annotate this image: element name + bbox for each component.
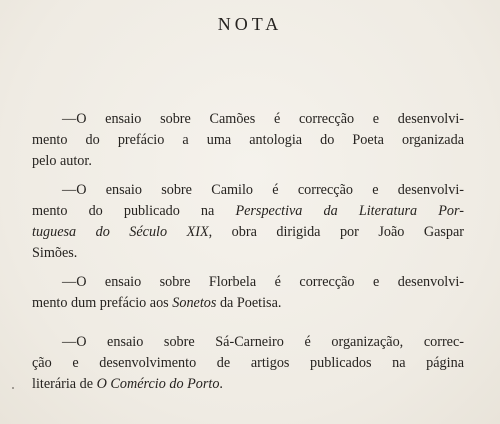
paragraph-sa-carneiro [32,332,464,395]
text-line: mento do prefácio a uma antologia do Poeta organizada [32,132,464,148]
book-title-italic: Sonetos [172,295,217,311]
newspaper-title-italic: O Comércio do Porto [96,376,220,392]
text-line: literária de O Comércio do Porto. [32,376,223,392]
text-line: —O ensaio sobre Florbela é correcção e desenvolvi- [62,274,464,290]
paragraph-florbela [32,272,464,314]
book-title-italic: Perspectiva da Literatura Por- [235,203,464,219]
text-line: tuguesa do Século XIX, obra dirigida por João Gaspar [32,224,465,240]
text-line: ção e desenvolvimento de artigos publicados na página [32,355,464,371]
text-line: —O ensaio sobre Sá-Carneiro é organização, correc- [62,334,464,350]
text-line: —O ensaio sobre Camilo é correcção e desenvolvi- [62,182,464,198]
text-line: mento dum prefácio aos Sonetos da Poetisa. [32,295,282,311]
paragraph-camilo [32,180,464,264]
text-line: pelo autor. [32,153,92,169]
book-title-italic: tuguesa do Século XIX [32,224,209,240]
paragraph-camoes [32,109,464,172]
text-line: —O ensaio sobre Camões é correcção e desenvolvi- [62,111,464,127]
text-line: Simões. [32,245,78,261]
text-line: mento do publicado na Perspectiva da Literatura Por- [32,203,464,219]
page-title: NOTA [217,14,283,34]
paper-speck [12,387,14,389]
